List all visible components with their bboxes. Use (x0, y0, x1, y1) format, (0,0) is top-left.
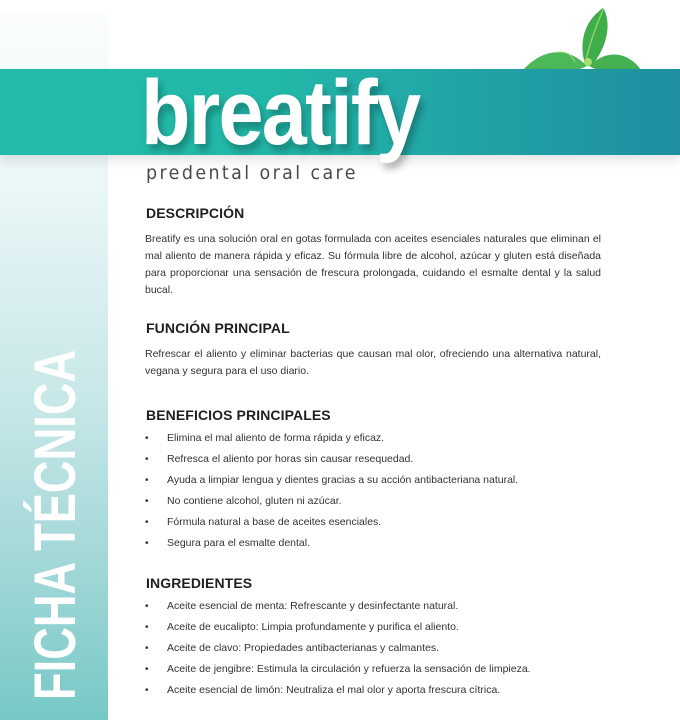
list-item (145, 449, 601, 470)
list-item (145, 491, 601, 512)
list-item-text: Aceite de clavo: Propiedades antibacterianas y calmantes. (167, 642, 439, 654)
bullet-icon: • (145, 643, 149, 654)
list-item-text: Aceite esencial de menta: Refrescante y desinfectante natural. (167, 600, 459, 612)
bullet-icon: • (145, 601, 149, 612)
list-item-text: Ayuda a limpiar lengua y dientes gracias a su acción antibacteriana natural. (167, 474, 519, 486)
section-title: BENEFICIOS PRINCIPALES (146, 407, 331, 423)
list-item (145, 428, 601, 449)
bullet-icon: • (145, 685, 149, 696)
list-item (145, 533, 601, 554)
list-item (145, 470, 601, 491)
bullet-icon: • (145, 664, 149, 675)
ingredients-list (145, 596, 601, 701)
brand-tagline: predental oral care (146, 162, 358, 184)
section-ingredientes (145, 575, 601, 701)
list-item-text: Fórmula natural a base de aceites esenciales. (167, 516, 382, 528)
description-text: Breatify es una solución oral en gotas formulada con aceites esenciales naturales que eliminan el mal aliento de manera rápida y eficaz. Su fórmula libre de alcohol, azúcar y gluten está diseñada para proporcionar una sensación de frescura prolongada, cuidando el esmalte dental y la salud bucal. (145, 233, 601, 296)
bullet-icon: • (145, 538, 149, 549)
list-item (145, 617, 601, 638)
list-item (145, 659, 601, 680)
list-item-text: Refresca el aliento por horas sin causar resequedad. (167, 453, 414, 465)
bullet-icon: • (145, 475, 149, 486)
benefits-list (145, 428, 601, 554)
bullet-icon: • (145, 496, 149, 507)
bullet-icon: • (145, 454, 149, 465)
side-title (22, 295, 89, 700)
section-title: INGREDIENTES (146, 575, 253, 591)
brand-logo: breatify (141, 62, 420, 164)
list-item-text: No contiene alcohol, gluten ni azúcar. (167, 495, 342, 507)
side-title-text: FICHA TÉCNICA (23, 349, 88, 700)
section-title: FUNCIÓN PRINCIPAL (146, 320, 290, 336)
list-item-text: Aceite de eucalipto: Limpia profundamente y purifica el aliento. (167, 621, 459, 633)
list-item (145, 638, 601, 659)
section-descripcion (145, 205, 601, 299)
bullet-icon: • (145, 517, 149, 528)
mint-leaf-icon (515, 4, 645, 72)
bullet-icon: • (145, 622, 149, 633)
function-text: Refrescar el aliento y eliminar bacterias que causan mal olor, ofreciendo una alternativa natural, vegana y segura para el uso diario. (145, 348, 601, 377)
list-item-text: Aceite esencial de limón: Neutraliza el mal olor y aporta frescura cítrica. (167, 684, 501, 696)
list-item (145, 512, 601, 533)
section-funcion (145, 320, 601, 380)
list-item-text: Aceite de jengibre: Estimula la circulación y refuerza la sensación de limpieza. (167, 663, 531, 675)
list-item (145, 680, 601, 701)
list-item-text: Segura para el esmalte dental. (167, 537, 311, 549)
list-item-text: Elimina el mal aliento de forma rápida y eficaz. (167, 432, 385, 444)
bullet-icon: • (145, 433, 149, 444)
list-item (145, 596, 601, 617)
section-title: DESCRIPCIÓN (146, 205, 245, 221)
section-beneficios (145, 407, 601, 554)
